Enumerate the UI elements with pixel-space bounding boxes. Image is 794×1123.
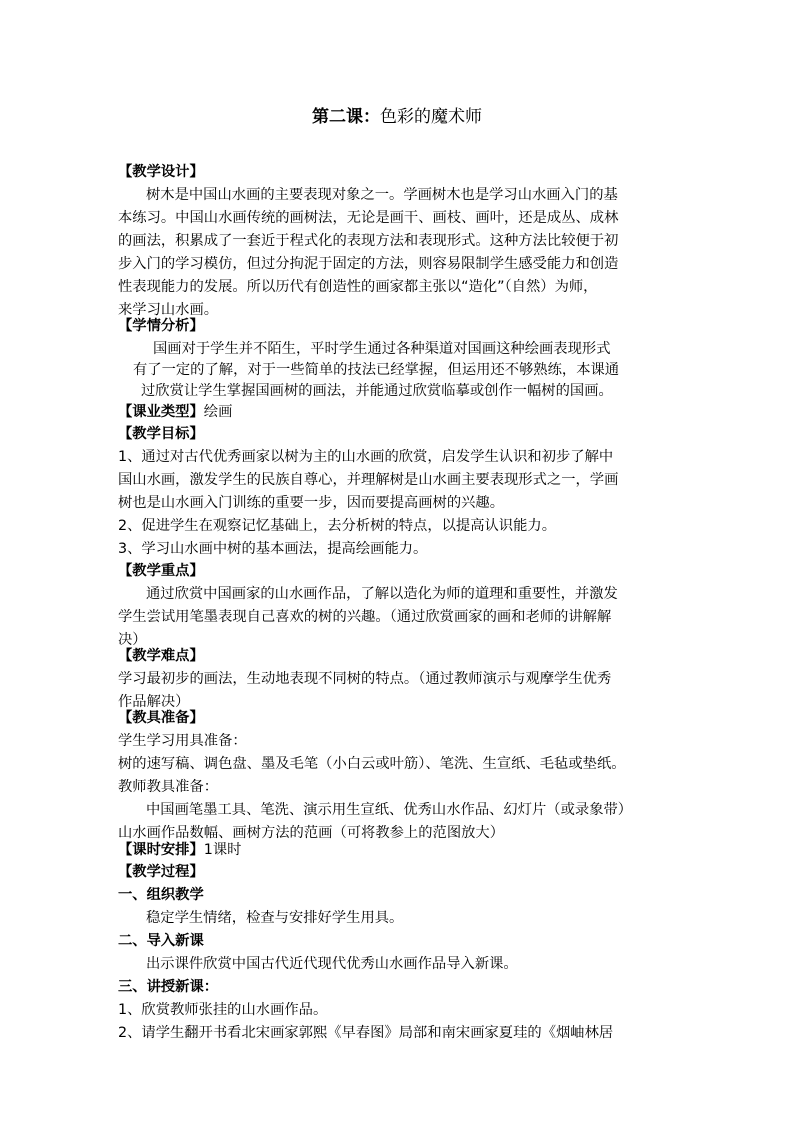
paragraph-line: 出示课件欣赏中国古代近代现代优秀山水画作品导入新课。 [146,956,518,972]
paragraph-line: 树的速写稿、调色盘、墨及毛笔（小白云或叶筋）、笔洗、生宣纸、毛毡或垫纸。 [118,756,626,772]
section-heading: 【课时安排】 [118,842,204,858]
lesson-hours-line [118,840,241,860]
paragraph-line: 学生尝试用笔墨表现自己喜欢的树的兴趣。（通过欣赏画家的画和老师的讲解解 [118,609,612,625]
paragraph-line: 学生学习用具准备： [118,733,247,749]
paragraph-line: 2、促进学生在观察记忆基础上，去分析树的特点，以提高认识能力。 [118,518,556,534]
paragraph-line: 1、欣赏教师张挂的山水画作品。 [118,1002,328,1018]
course-type-value: 绘画 [203,404,233,420]
paragraph-line: 决） [118,632,147,648]
section-heading: 【教学目标】 [118,426,204,442]
lesson-title-sub: 色彩的魔术师 [380,107,482,127]
paragraph-line: 本练习。中国山水画传统的画树法，无论是画干、画枝、画叶，还是成丛、成林 [118,210,619,226]
section-heading: 【教学过程】 [118,864,204,880]
lesson-title-main: 第二课： [312,107,380,127]
paragraph-line: 过欣赏让学生掌握国画树的画法，并能通过欣赏临摹或创作一幅树的国画。 [141,383,613,399]
paragraph-line: 有了一定的了解，对于一些简单的技法已经掌握，但运用还不够熟练，本课通 [133,362,620,378]
section-heading: 【教学重点】 [118,563,204,579]
paragraph-line: 树木是中国山水画的主要表现对象之一。学画树木也是学习山水画入门的基 [146,187,618,203]
lesson-title [0,106,794,128]
section-heading: 【教学难点】 [118,648,204,664]
paragraph-line: 的画法，积累成了一套近于程式化的表现方法和表现形式。这种方法比较便于初 [118,233,619,249]
subsection-heading: 三、讲授新课： [118,979,219,995]
paragraph-line: 山水画作品数幅、画树方法的范画（可将教参上的范图放大） [118,825,505,841]
subsection-heading: 一、组织教学 [118,887,204,903]
paragraph-line: 3、学习山水画中树的基本画法，提高绘画能力。 [118,541,428,557]
subsection-heading: 二、导入新课 [118,933,204,949]
paragraph-line: 国山水画，激发学生的民族自尊心，并理解树是山水画主要表现形式之一，学画 [118,472,619,488]
paragraph-line: 中国画笔墨工具、笔洗、演示用生宣纸、优秀山水作品、幻灯片（或录象带） [146,802,633,818]
paragraph-line: 来学习山水画。 [118,302,219,318]
paragraph-line: 稳定学生情绪，检查与安排好学生用具。 [146,910,404,926]
paragraph-line: 学习最初步的画法，生动地表现不同树的特点。（通过教师演示与观摩学生优秀 [118,671,612,687]
paragraph-line: 2、请学生翻开书看北宋画家郭熙《早春图》局部和南宋画家夏珪的《烟岫林居 [118,1025,614,1041]
paragraph-line: 树也是山水画入门训练的重要一步，因而要提高画树的兴趣。 [118,495,505,511]
paragraph-line: 步入门的学习模仿，但过分拘泥于固定的方法，则容易限制学生感受能力和创造 [118,256,619,272]
paragraph-line: 教师教具准备： [118,779,219,795]
paragraph-line: 通过欣赏中国画家的山水画作品，了解以造化为师的道理和重要性，并激发 [146,586,618,602]
paragraph-line: 1、通过对古代优秀画家以树为主的山水画的欣赏，启发学生认识和初步了解中 [118,449,614,465]
section-heading: 【教具准备】 [118,710,204,726]
paragraph-line: 性表现能力的发展。所以历代有创造性的画家都主张以“造化”（自然）为师， [118,279,598,295]
course-type-line [118,402,232,422]
section-heading: 【学情分析】 [118,318,204,334]
section-heading: 【课业类型】 [118,404,204,420]
section-heading: 【教学设计】 [118,164,204,180]
lesson-hours-value: 1课时 [203,842,242,858]
paragraph-line: 国画对于学生并不陌生，平时学生通过各种渠道对国画这种绘画表现形式 [153,341,611,357]
paragraph-line: 作品解决） [118,694,190,710]
